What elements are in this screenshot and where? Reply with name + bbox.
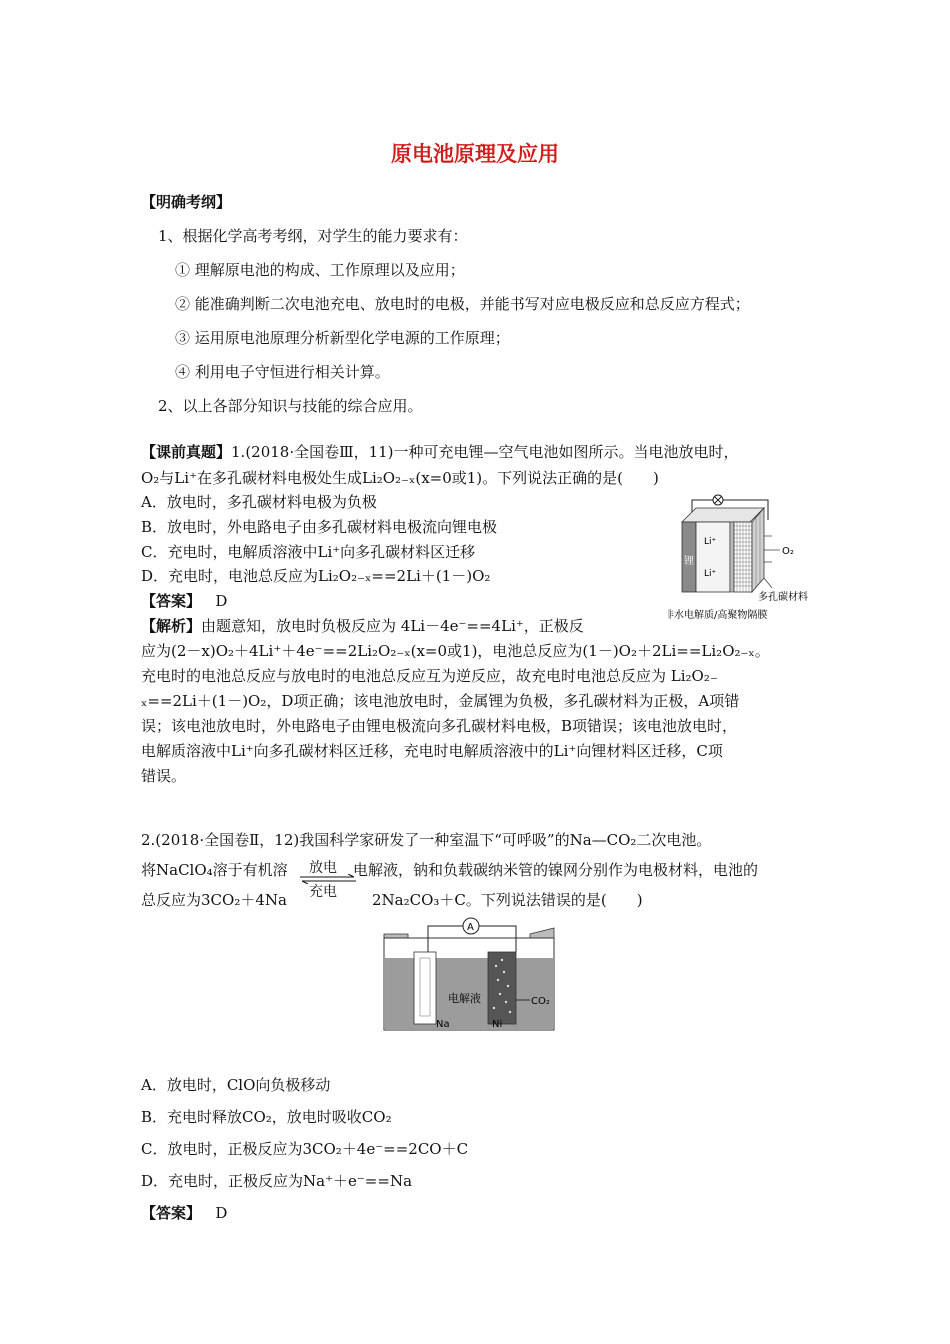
option-b: B．放电时，外电路电子由多孔碳材料电极流向锂电极 — [141, 518, 498, 536]
na-co2-battery-figure — [380, 914, 560, 1032]
membrane-label: 非水电解质/高聚物隔膜 — [668, 610, 768, 621]
co2-label: CO₂ — [531, 996, 550, 1007]
question-1-stem — [141, 441, 739, 462]
ammeter-label: A — [467, 922, 474, 933]
question-stem-line: 2Na₂CO₃＋C。下列说法错误的是( ) — [372, 891, 643, 909]
answer-label: 【答案】 — [141, 1204, 202, 1222]
li-air-battery-figure — [668, 492, 828, 622]
answer-line — [141, 590, 227, 611]
option-c: C．充电时，电解质溶液中Li⁺向多孔碳材料区迁移 — [141, 543, 476, 561]
analysis-line: 误；该电池放电时，外电路电子由锂电极流向多孔碳材料电极，B项错误；该电池放电时， — [141, 717, 738, 735]
o2-label: O₂ — [782, 546, 794, 557]
electrolyte-label: 电解液 — [448, 992, 481, 1005]
membrane — [730, 522, 734, 592]
question-stem-line: 电解液，钠和负载碳纳米管的镍网分别作为电极材料，电池的 — [353, 861, 759, 879]
syllabus-subitem: ③ 运用原电池原理分析新型化学电源的工作原理； — [175, 329, 510, 347]
option-d: D．充电时，正极反应为Na⁺＋e⁻==Na — [141, 1172, 413, 1190]
option-a: A．放电时，ClO向负极移动 — [141, 1076, 331, 1094]
charge-label: 充电 — [309, 884, 337, 900]
na-co2-battery-diagram — [380, 914, 560, 1032]
question-stem-line: 将NaClO₄溶于有机溶 — [141, 861, 288, 879]
question-stem-line: 总反应为3CO₂＋4Na — [141, 891, 287, 909]
option-c: C．放电时，正极反应为3CO₂＋4e⁻==2CO＋C — [141, 1140, 469, 1158]
question-label: 【课前真题】 — [141, 443, 232, 461]
discharge-label: 放电 — [309, 860, 337, 876]
ni-label: Ni — [492, 1019, 503, 1030]
answer-line — [141, 1202, 227, 1223]
syllabus-subitem: ① 理解原电池的构成、工作原理以及应用； — [175, 261, 465, 279]
analysis-line: 电解质溶液中Li⁺向多孔碳材料区迁移，充电时电解质溶液中的Li⁺向锂材料区迁移，C项 — [141, 742, 723, 760]
analysis-line: 【解析】由题意知，放电时负极反应为 4Li－4e⁻==4Li⁺，正极反 — [141, 617, 584, 635]
option-a: A．放电时，多孔碳材料电极为负极 — [141, 493, 377, 511]
syllabus-item-2: 2、以上各部分知识与技能的综合应用。 — [158, 397, 423, 415]
syllabus-item-1: 1、根据化学高考考纲，对学生的能力要求有： — [158, 227, 468, 245]
answer-value: D — [215, 592, 228, 610]
analysis-line: ₓ==2Li＋(1－)O₂，D项正确；该电池放电时，金属锂为负极，多孔碳材料为正极，A项错 — [141, 692, 740, 710]
question-stem-line: 1.(2018·全国卷Ⅲ，11)一种可充电锂—空气电池如图所示。当电池放电时， — [231, 443, 739, 461]
na-label: Na — [436, 1019, 450, 1030]
li-ion-label: Li⁺ — [704, 537, 717, 547]
question-stem-line: O₂与Li⁺在多孔碳材料电极处生成Li₂O₂₋ₓ(x=0或1)。下列说法正确的是( ) — [141, 469, 659, 487]
answer-value: D — [215, 1204, 228, 1222]
analysis-line: 错误。 — [141, 767, 187, 785]
li-ion-label: Li⁺ — [704, 569, 717, 579]
analysis-line: 应为(2－x)O₂＋4Li⁺＋4e⁻==2Li₂O₂₋ₓ(x=0或1)，电池总反应为(1－)O₂＋2Li==Li₂O₂₋ₓ。 — [141, 642, 770, 660]
question-2-stem: 2.(2018·全国卷Ⅱ，12)我国科学家研发了一种室温下“可呼吸”的Na—CO₂二次电池。 — [141, 831, 712, 849]
answer-label: 【答案】 — [141, 592, 202, 610]
option-d: D．充电时，电池总反应为Li₂O₂₋ₓ==2Li＋(1－)O₂ — [141, 567, 491, 585]
analysis-line: 充电时的电池总反应与放电时的电池总反应互为逆反应，故充电时电池总反应为 Li₂O₂₋ — [141, 667, 718, 685]
section-heading: 【明确考纲】 — [141, 193, 232, 211]
lithium-label: 锂 — [684, 556, 694, 567]
syllabus-subitem: ② 能准确判断二次电池充电、放电时的电极，并能书写对应电极反应和总反应方程式； — [175, 295, 750, 313]
ni-electrode — [488, 952, 516, 1024]
option-b: B．充电时释放CO₂，放电时吸收CO₂ — [141, 1108, 392, 1126]
electrolyte-region — [696, 522, 730, 592]
li-air-battery-diagram — [668, 492, 828, 622]
analysis-label: 【解析】 — [141, 617, 202, 635]
carbon-label: 多孔碳材料 — [758, 592, 808, 603]
page-title: 原电池原理及应用 — [391, 141, 559, 166]
syllabus-subitem: ④ 利用电子守恒进行相关计算。 — [175, 363, 390, 381]
